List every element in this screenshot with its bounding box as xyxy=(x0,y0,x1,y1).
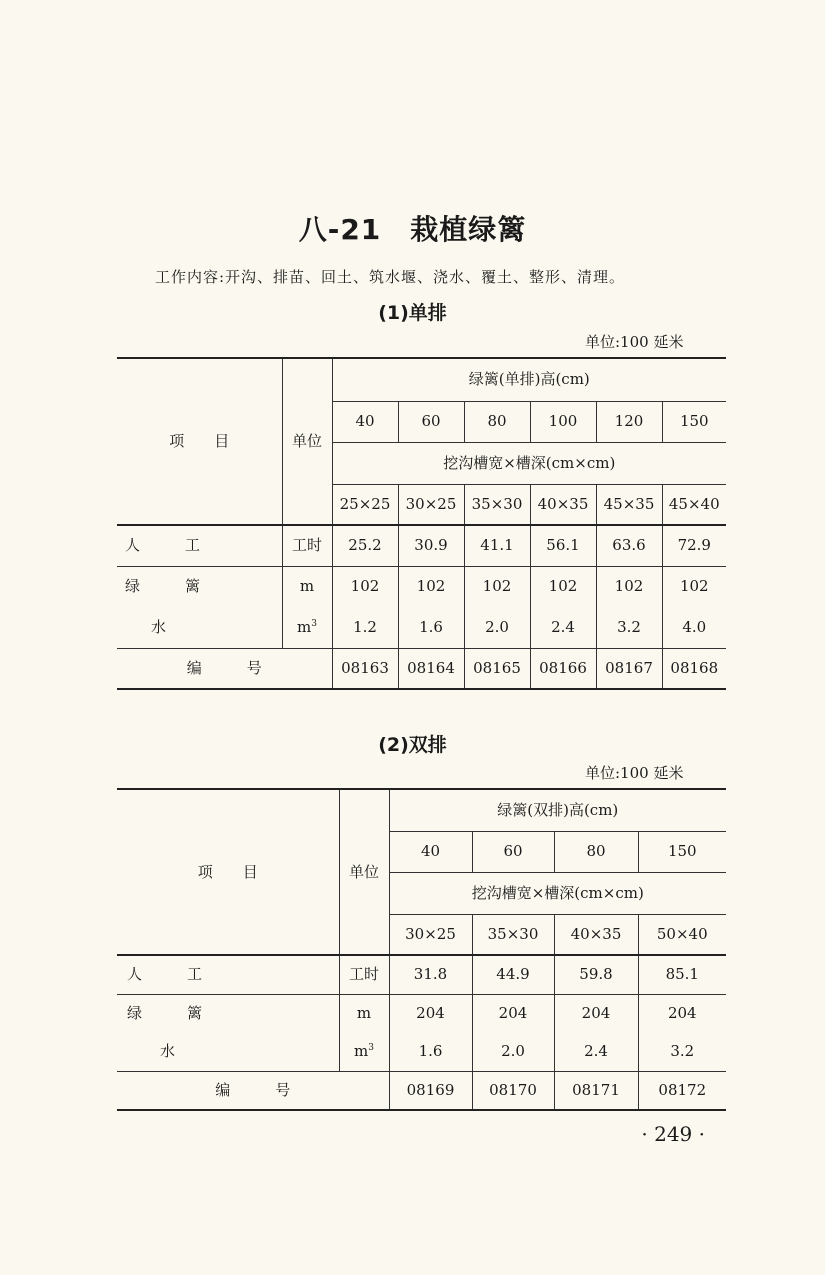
row-unit: $m^3$ xyxy=(282,607,332,648)
row-value: 102 xyxy=(464,566,530,607)
code-value: 08166 xyxy=(530,648,596,689)
row-value: 102 xyxy=(398,566,464,607)
table-row xyxy=(117,566,726,607)
header-unit: 单位 xyxy=(339,789,389,955)
row-value: 102 xyxy=(596,566,662,607)
trench-col: 40×35 xyxy=(530,484,596,525)
row-item-water: 水 xyxy=(117,1033,339,1071)
height-col: 120 xyxy=(596,401,662,442)
trench-col: 35×30 xyxy=(464,484,530,525)
row-value: 1.6 xyxy=(389,1033,472,1071)
page-title: 八-21 栽植绿篱 xyxy=(298,213,527,246)
row-value: 44.9 xyxy=(472,955,554,994)
code-label: 编 号 xyxy=(117,648,332,689)
height-col: 150 xyxy=(662,401,726,442)
row-value: 85.1 xyxy=(638,955,726,994)
row-value: 2.0 xyxy=(472,1033,554,1071)
row-value: 2.0 xyxy=(464,607,530,648)
row-value: 102 xyxy=(530,566,596,607)
code-value: 08163 xyxy=(332,648,398,689)
code-value: 08172 xyxy=(638,1071,726,1110)
row-value: 1.6 xyxy=(398,607,464,648)
header-item: 项 目 xyxy=(117,358,282,525)
row-value: 2.4 xyxy=(554,1033,638,1071)
code-value: 08164 xyxy=(398,648,464,689)
header-trench-label: 挖沟槽宽×槽深(cm×cm) xyxy=(389,872,726,914)
height-col: 60 xyxy=(472,831,554,872)
height-col: 150 xyxy=(638,831,726,872)
row-value: 2.4 xyxy=(530,607,596,648)
row-value: 41.1 xyxy=(464,525,530,566)
row-unit: m xyxy=(339,994,389,1033)
row-value: 3.2 xyxy=(596,607,662,648)
height-col: 40 xyxy=(332,401,398,442)
header-height-label: 绿篱(双排)高(cm) xyxy=(389,789,726,831)
row-value: 59.8 xyxy=(554,955,638,994)
section2-unit: 单位:100 延米 xyxy=(585,764,684,782)
height-col: 40 xyxy=(389,831,472,872)
row-value: 30.9 xyxy=(398,525,464,566)
section1-unit: 单位:100 延米 xyxy=(585,333,684,351)
table-row xyxy=(117,1033,726,1071)
row-value: 56.1 xyxy=(530,525,596,566)
code-value: 08167 xyxy=(596,648,662,689)
height-col: 100 xyxy=(530,401,596,442)
row-value: 204 xyxy=(638,994,726,1033)
trench-col: 35×30 xyxy=(472,914,554,955)
row-value: 1.2 xyxy=(332,607,398,648)
header-unit: 单位 xyxy=(282,358,332,525)
row-value: 102 xyxy=(332,566,398,607)
code-value: 08168 xyxy=(662,648,726,689)
table-row xyxy=(117,994,726,1033)
header-trench-label: 挖沟槽宽×槽深(cm×cm) xyxy=(332,442,726,484)
row-item-hedge: 绿 篱 xyxy=(125,577,201,596)
row-unit: 工时 xyxy=(282,525,332,566)
row-value: 3.2 xyxy=(638,1033,726,1071)
section1-subtitle: (1)单排 xyxy=(378,302,447,324)
row-item-water: 水 xyxy=(117,607,282,648)
height-col: 80 xyxy=(464,401,530,442)
row-value: 204 xyxy=(472,994,554,1033)
header-height-label: 绿篱(单排)高(cm) xyxy=(332,358,726,401)
row-item-hedge: 绿 篱 xyxy=(127,1004,203,1023)
code-label: 编 号 xyxy=(117,1071,389,1110)
code-value: 08169 xyxy=(389,1071,472,1110)
page-number: · 249 · xyxy=(641,1122,705,1146)
work-content: 工作内容:开沟、排苗、回土、筑水堰、浇水、覆土、整形、清理。 xyxy=(155,268,626,286)
row-value: 204 xyxy=(389,994,472,1033)
trench-col: 25×25 xyxy=(332,484,398,525)
height-col: 60 xyxy=(398,401,464,442)
table-row-code xyxy=(117,1071,726,1110)
row-unit: 工时 xyxy=(339,955,389,994)
trench-col: 45×40 xyxy=(662,484,726,525)
row-value: 63.6 xyxy=(596,525,662,566)
header-item: 项 目 xyxy=(117,789,339,955)
code-value: 08171 xyxy=(554,1071,638,1110)
row-unit: m xyxy=(282,566,332,607)
table-row xyxy=(117,955,726,994)
row-value: 25.2 xyxy=(332,525,398,566)
section2-subtitle: (2)双排 xyxy=(378,734,447,756)
section2-table xyxy=(117,788,726,1111)
row-item-labor: 人 工 xyxy=(117,955,339,994)
section1-table xyxy=(117,357,726,690)
table-row xyxy=(117,607,726,648)
trench-col: 30×25 xyxy=(389,914,472,955)
table-row xyxy=(117,525,726,566)
trench-col: 40×35 xyxy=(554,914,638,955)
table-row-code xyxy=(117,648,726,689)
row-value: 72.9 xyxy=(662,525,726,566)
row-value: 204 xyxy=(554,994,638,1033)
trench-col: 45×35 xyxy=(596,484,662,525)
trench-col: 50×40 xyxy=(638,914,726,955)
row-value: 102 xyxy=(662,566,726,607)
row-unit: $m^3$ xyxy=(339,1033,389,1071)
row-value: 31.8 xyxy=(389,955,472,994)
row-value: 4.0 xyxy=(662,607,726,648)
height-col: 80 xyxy=(554,831,638,872)
code-value: 08170 xyxy=(472,1071,554,1110)
trench-col: 30×25 xyxy=(398,484,464,525)
row-item-labor: 人 工 xyxy=(117,525,282,566)
code-value: 08165 xyxy=(464,648,530,689)
